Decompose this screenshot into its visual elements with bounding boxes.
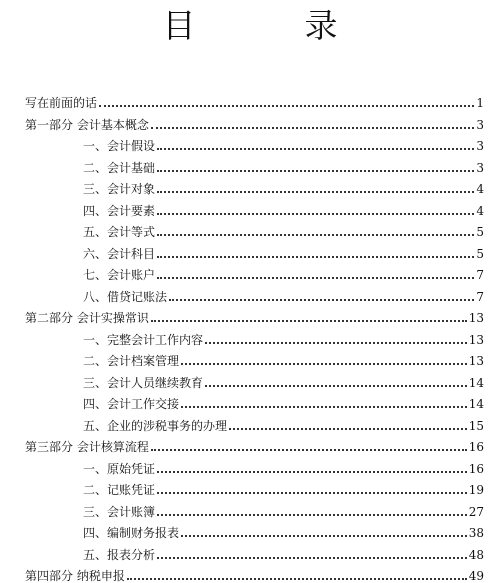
toc-entry-label: 第二部分 会计实操常识 (25, 311, 149, 325)
toc-entry-page-number: 27 (468, 504, 484, 519)
dot-leader (157, 170, 474, 172)
dot-leader (205, 342, 467, 344)
toc-entry-page-number: 4 (476, 182, 484, 196)
toc-section-entry[interactable] (83, 477, 484, 497)
toc-section-entry[interactable] (83, 542, 484, 562)
dot-leader (157, 471, 467, 473)
toc-entry-label: 四、编制财务报表 (83, 526, 180, 540)
toc-section-entry[interactable] (83, 520, 484, 540)
toc-entry-label: 六、会计科目 (83, 246, 156, 261)
toc-entry-page-number: 5 (476, 246, 484, 261)
dot-leader (157, 514, 467, 516)
toc-section-entry[interactable] (83, 284, 484, 304)
toc-entry-label: 四、会计要素 (83, 203, 156, 218)
toc-entry-page-number: 3 (476, 139, 484, 153)
toc-part-entry[interactable] (25, 90, 484, 110)
toc-entry-page-number: 14 (468, 375, 484, 390)
toc-section-entry[interactable] (83, 133, 484, 153)
toc-entry-label: 四、会计工作交接 (83, 397, 180, 411)
toc-entry-page-number: 48 (468, 547, 484, 562)
dot-leader (157, 256, 474, 258)
toc-entry-page-number: 14 (468, 397, 484, 411)
toc-entry-page-number: 1 (476, 96, 484, 110)
toc-entry-label: 一、会计假设 (83, 139, 156, 153)
toc-section-entry[interactable] (83, 348, 484, 368)
toc-entry-label: 第四部分 纳税申报 (25, 569, 125, 583)
dot-leader (205, 385, 467, 387)
toc-entry-page-number: 5 (476, 225, 484, 239)
toc-entry-label: 五、报表分析 (83, 547, 156, 562)
toc-entry-page-number: 16 (468, 461, 484, 476)
toc-entry-label: 七、会计账户 (83, 268, 156, 282)
toc-entry-label: 第三部分 会计核算流程 (25, 440, 149, 454)
toc-part-entry[interactable] (25, 305, 484, 325)
toc-entry-page-number: 7 (476, 289, 484, 304)
toc-section-entry[interactable] (83, 198, 484, 218)
dot-leader (151, 127, 475, 129)
toc-entry-page-number: 16 (468, 440, 484, 454)
toc-section-entry[interactable] (83, 327, 484, 347)
toc-entry-label: 八、借贷记账法 (83, 289, 168, 304)
dot-leader (157, 277, 474, 279)
toc-entry-label: 一、原始凭证 (83, 461, 156, 476)
toc-entry-page-number: 3 (476, 117, 484, 132)
toc-entry-page-number: 13 (468, 311, 484, 325)
toc-section-entry[interactable] (83, 413, 484, 433)
dot-leader (157, 557, 467, 559)
toc-entry-page-number: 15 (468, 418, 484, 433)
toc-entry-label: 五、会计等式 (83, 225, 156, 239)
toc-entry-label: 二、会计档案管理 (83, 354, 180, 368)
toc-section-entry[interactable] (83, 370, 484, 390)
dot-leader (99, 105, 474, 107)
toc-part-entry[interactable] (25, 434, 484, 454)
dot-leader (181, 406, 467, 408)
toc-section-entry[interactable] (83, 219, 484, 239)
toc-part-entry[interactable] (25, 563, 484, 583)
toc-part-entry[interactable] (25, 112, 484, 132)
toc-section-entry[interactable] (83, 262, 484, 282)
toc-entry-page-number: 13 (468, 354, 484, 368)
toc-entry-label: 三、会计账簿 (83, 504, 156, 519)
toc-entry-label: 第一部分 会计基本概念 (25, 117, 149, 132)
toc-entry-label: 五、企业的涉税事务的办理 (83, 418, 228, 433)
dot-leader (157, 191, 474, 193)
toc-section-entry[interactable] (83, 456, 484, 476)
dot-leader (127, 578, 467, 580)
dot-leader (181, 535, 467, 537)
dot-leader (157, 213, 474, 215)
toc-entry-label: 一、完整会计工作内容 (83, 332, 204, 347)
toc-entry-page-number: 19 (468, 483, 484, 497)
dot-leader (157, 234, 474, 236)
toc-entry-label: 写在前面的话 (25, 96, 98, 110)
toc-section-entry[interactable] (83, 499, 484, 519)
page-title: 目 录 (162, 6, 376, 45)
toc-entry-page-number: 3 (476, 160, 484, 175)
toc-section-entry[interactable] (83, 391, 484, 411)
toc-entry-label: 二、记账凭证 (83, 483, 156, 497)
dot-leader (169, 299, 474, 301)
toc-entry-page-number: 4 (476, 203, 484, 218)
toc-section-entry[interactable] (83, 241, 484, 261)
dot-leader (157, 148, 474, 150)
toc-entry-label: 三、会计对象 (83, 182, 156, 196)
toc-entry-label: 二、会计基础 (83, 160, 156, 175)
toc-entry-label: 三、会计人员继续教育 (83, 375, 204, 390)
toc-entry-page-number: 38 (468, 526, 484, 540)
dot-leader (151, 320, 467, 322)
dot-leader (181, 363, 467, 365)
dot-leader (157, 492, 467, 494)
toc-section-entry[interactable] (83, 176, 484, 196)
toc-entry-page-number: 49 (468, 569, 484, 583)
toc-entry-page-number: 13 (468, 332, 484, 347)
toc-entry-page-number: 7 (476, 268, 484, 282)
dot-leader (229, 428, 467, 430)
toc-section-entry[interactable] (83, 155, 484, 175)
dot-leader (151, 449, 467, 451)
